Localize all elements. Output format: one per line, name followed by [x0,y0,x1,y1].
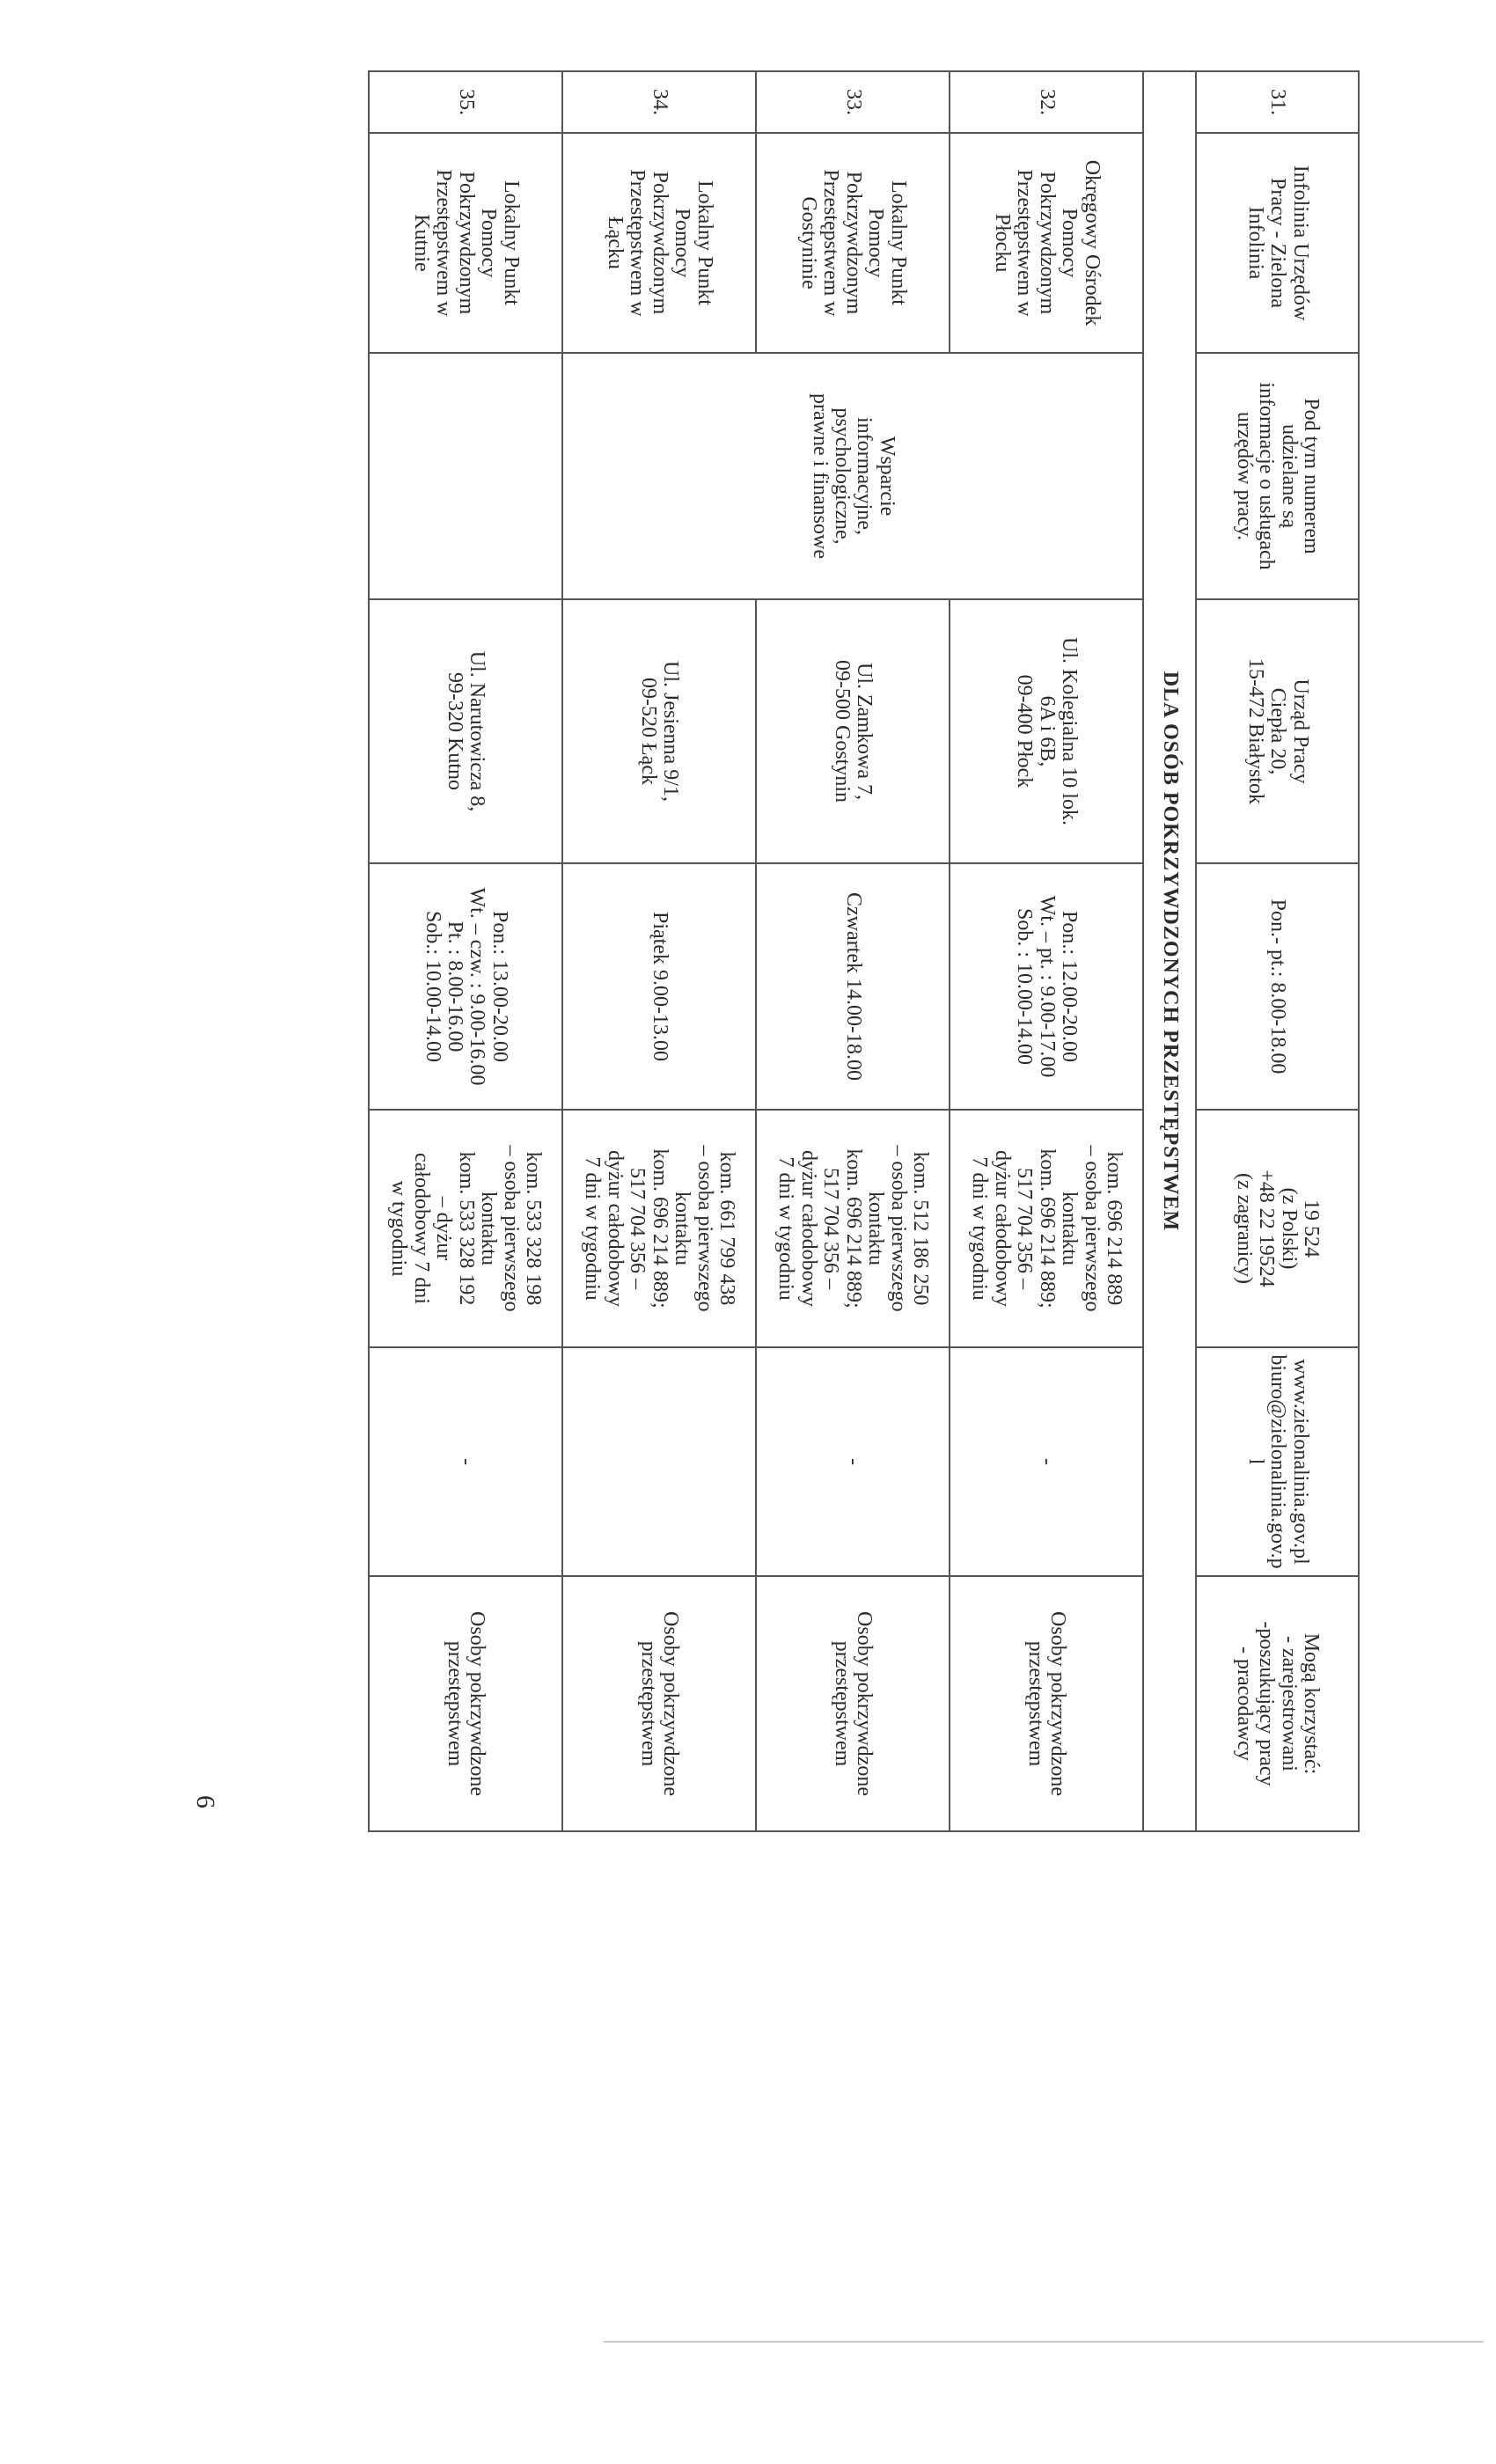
eligibility [756,1576,950,1831]
text-line: biuro@zielonalinia.gov.p [1266,1354,1290,1569]
text-line: www.zielonalinia.gov.pl [1288,1359,1312,1565]
text-line: informacyjne, [853,417,876,535]
text-line: kom. 533 328 192 [454,1151,478,1306]
text-line: urzędów pracy. [1233,411,1257,541]
text-line: Pokrzywdzonym [454,171,478,315]
text-line: Ciepła 20, [1266,687,1290,775]
text-line: 517 704 356 – [819,1168,843,1289]
table-row-35 [369,71,562,1831]
phone-contact [756,1110,950,1347]
web-contact [1196,1347,1359,1576]
resource-table [368,70,1360,1832]
organization-name [369,133,562,353]
address [1196,599,1359,863]
text-line: Osoby pokrzywdzone [466,1611,489,1796]
text-line: Przestępstwem w [1013,169,1037,317]
phone-contact [950,1110,1143,1347]
text-line: kom. 696 214 889; [841,1148,865,1309]
text-line: 7 dni w tygodniu [968,1156,992,1301]
text-line: Mogą korzystać: [1300,1632,1324,1775]
text-line: informacje o usługach [1255,382,1279,570]
row-number: 32. [950,71,1143,133]
address [756,599,950,863]
text-line: Pokrzywdzonym [1035,171,1059,315]
row-number: 35. [369,71,562,133]
opening-hours [950,863,1143,1110]
text-line: Ul. Narutowicza 8, [466,650,489,812]
text-line: Pt. : 8.00-16.00 [444,920,466,1052]
text-line: Infolinia [1243,206,1267,280]
text-line: dyżur całodobowy [603,1150,627,1307]
eligibility [950,1576,1143,1831]
text-line: – osoba pierwszego [886,1145,910,1312]
text-line: (z Polski) [1277,1187,1301,1270]
text-line: kom. 512 186 250 [909,1151,933,1306]
text-line: 7 dni w tygodniu [774,1156,798,1301]
text-line: Osoby pokrzywdzone [1046,1611,1070,1796]
text-line: przestępstwem [637,1640,660,1767]
text-line: Pod tym numerem [1300,398,1324,554]
table-row-33 [756,71,950,1831]
text-line: Sob.: 10.00-14.00 [421,910,444,1062]
text-line: dyżur całodobowy [990,1150,1014,1307]
text-line: Łącku [603,216,627,269]
text-line: Pon.: 13.00-20.00 [488,910,511,1062]
web-contact [562,1347,756,1576]
web-contact: - [756,1347,950,1576]
text-line: l [1243,1458,1267,1465]
text-line: Infolinia Urzędów [1288,165,1312,321]
text-line: -poszukujący pracy [1255,1621,1279,1786]
service-description [1196,353,1359,599]
text-line: 7 dni w tygodniu [581,1156,605,1301]
text-line: Ul. Zamkowa 7, [853,663,876,800]
text-line: – osoba pierwszego [499,1145,523,1312]
organization-name [950,133,1143,353]
eligibility [562,1576,756,1831]
text-line: +48 22 19524 [1255,1170,1279,1287]
organization-name [1196,133,1359,353]
text-line: Piątek 9.00-13.00 [648,912,671,1061]
text-line: 99-320 Kutno [444,672,466,790]
text-line: kom. 661 799 438 [715,1151,739,1306]
text-line: Pomocy [864,208,888,278]
row-number: 31. [1196,71,1359,133]
text-line: Przestępstwem w [819,169,843,317]
service-description [562,353,1143,599]
row-number: 33. [756,71,950,133]
text-line: Pomocy [671,208,694,278]
text-line: Lokalny Punkt [886,180,910,305]
text-line: całodobowy 7 dni [409,1153,433,1304]
web-contact: - [950,1347,1143,1576]
text-line: Czwartek 14.00-18.00 [841,892,865,1081]
web-contact: - [369,1347,562,1576]
text-line: Pracy - Zielona [1266,178,1290,308]
text-line: Przestępstwem w [432,169,456,317]
text-line: psychologiczne, [831,407,854,545]
text-line: - pracodawcy [1233,1646,1257,1761]
text-line: Pon.: 12.00-20.00 [1058,910,1082,1062]
text-line: – osoba pierwszego [1080,1145,1104,1312]
text-line: Osoby pokrzywdzone [853,1611,876,1796]
text-line: Pomocy [477,208,501,278]
opening-hours [1196,863,1359,1110]
phone-contact [369,1110,562,1347]
text-line: prawne i finansowe [808,393,832,559]
text-line: Wsparcie [875,436,898,517]
opening-hours [562,863,756,1110]
table-row-31 [1196,71,1359,1831]
text-line: kontaktu [1058,1192,1082,1265]
phone-contact [562,1110,756,1347]
organization-name [756,133,950,353]
text-line: kom. 696 214 889 [1103,1151,1126,1306]
text-line: – osoba pierwszego [693,1145,716,1312]
eligibility [1196,1576,1359,1831]
text-line: - zarejestrowani [1277,1636,1301,1771]
text-line: 09-400 Płock [1013,674,1037,788]
text-line: kom. 696 214 889; [1035,1148,1059,1309]
phone-contact [1196,1110,1359,1347]
text-line: udzielane są [1277,424,1301,528]
opening-hours [756,863,950,1110]
text-line: 09-520 Łąck [637,678,660,785]
text-line: przestępstwem [831,1640,854,1767]
text-line: (z zagranicy) [1233,1173,1257,1284]
page-number: 6 [191,1795,220,1808]
text-line: dyżur całodobowy [796,1150,820,1307]
text-line: 6A i 6B, [1035,695,1059,767]
text-line: Pokrzywdzonym [841,171,865,315]
text-line: przestępstwem [1024,1640,1047,1767]
text-line: Pomocy [1058,208,1082,278]
text-line: kontaktu [477,1192,501,1265]
text-line: Osoby pokrzywdzone [659,1611,683,1796]
text-line: kom. 696 214 889; [648,1148,671,1309]
text-line: 19 524 [1300,1199,1324,1258]
text-line: 517 704 356 – [1013,1168,1037,1289]
address [950,599,1143,863]
text-line: Przestępstwem w [626,169,649,317]
table-row-32 [950,71,1143,1831]
text-line: 15-472 Białystok [1243,658,1267,804]
eligibility [369,1576,562,1831]
text-line: Kutnie [409,214,433,272]
text-line: Lokalny Punkt [499,180,523,305]
text-line: Okręgowy Ośrodek [1080,159,1104,326]
text-line: Lokalny Punkt [693,180,716,305]
row-number: 34. [562,71,756,133]
address [369,599,562,863]
table-row-34 [562,71,756,1831]
text-line: – dyżur [432,1196,456,1261]
text-line: Płocku [990,213,1014,273]
text-line: kontaktu [671,1192,694,1265]
text-line: Urząd Pracy [1288,678,1312,784]
text-line: 517 704 356 – [626,1168,649,1289]
text-line: Pokrzywdzonym [648,171,671,315]
service-description [369,353,562,599]
text-line: Gostyninie [796,196,820,290]
organization-name [562,133,756,353]
text-line: Wt. – czw. : 9.00-16.00 [466,887,489,1086]
scan-edge-line [604,2341,1484,2343]
text-line: Wt. – pt. : 9.00-17.00 [1035,895,1059,1078]
text-line: kom. 533 328 198 [522,1151,546,1306]
text-line: przestępstwem [444,1640,466,1767]
address [562,599,756,863]
opening-hours [369,863,562,1110]
text-line: w tygodniu [387,1180,411,1277]
text-line: 09-500 Gostynin [831,660,854,803]
text-line: Pon.- pt.: 8.00-18.00 [1266,898,1290,1074]
text-line: Ul. Kolegialna 10 lok. [1058,637,1082,825]
text-line: Ul. Jesienna 9/1, [659,661,683,802]
section-header-row [1143,71,1196,1831]
text-line: Sob. : 10.00-14.00 [1013,907,1037,1065]
text-line: kontaktu [864,1192,888,1265]
section-title: DLA OSÓB POKRZYWDZONYCH PRZESTĘPSTWEM [1143,71,1196,1831]
